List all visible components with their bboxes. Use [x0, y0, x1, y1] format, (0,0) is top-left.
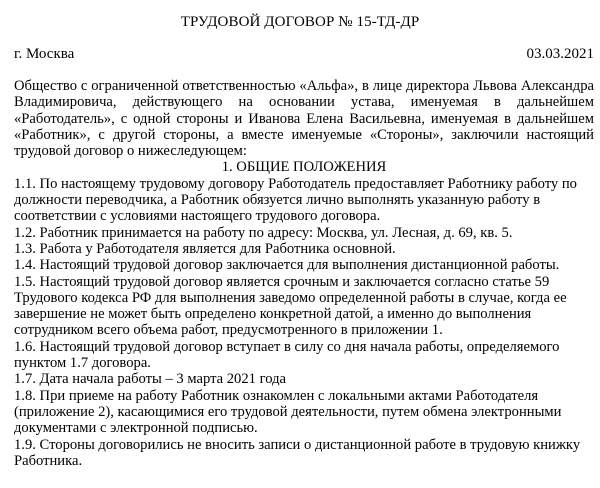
- clause-1-9: 1.9. Стороны договорились не вносить записи о дистанционной работе в трудовую книжку Работника.: [14, 436, 581, 469]
- clause-1-3: 1.3. Работа у Работодателя является для Работника основной.: [14, 240, 396, 257]
- clause-1-4: 1.4. Настоящий трудовой договор заключается для выполнения дистанционной работы.: [14, 257, 560, 274]
- clause-1-8: 1.8. При приеме на работу Работник ознакомлен с локальными актами Работодателя (приложение 2), касающимися его трудовой деятельности, путем обмена электронными документами с электронной подписью.: [14, 387, 562, 437]
- city-label: г. Москва: [14, 46, 75, 62]
- document-title: ТРУДОВОЙ ДОГОВОР № 15-ТД-ДР: [180, 14, 420, 30]
- clause-1-7: 1.7. Дата начала работы – 3 марта 2021 года: [14, 371, 286, 388]
- clause-1-2: 1.2. Работник принимается на работу по адресу: Москва, ул. Лесная, д. 69, кв. 5.: [14, 224, 513, 241]
- preamble-paragraph: Общество с ограниченной ответственностью «Альфа», в лице директора Львова Александра Владимировича, действующего на основании устава, именуемая в дальнейшем «Работодатель», с одной стороны и Иванова Елена Васильевна, именуемая в дальнейшем «Работник», с другой стороны, а вместе именуемые «Стороны», заключили настоящий трудовой договор о нижеследующем:: [14, 78, 594, 160]
- clause-1-5: 1.5. Настоящий трудовой договор является срочным и заключается согласно статье 59 Трудового кодекса РФ для выполнения заведомо определенной работы в случае, когда ее завершение не может быть определено конкретной датой, а именно до выполнения сотрудником всего объема работ, предусмотренного в приложении 1.: [14, 273, 567, 339]
- contract-body: [14, 78, 594, 469]
- date-label: 03.03.2021: [526, 46, 594, 62]
- section-heading: 1. ОБЩИЕ ПОЛОЖЕНИЯ: [221, 159, 387, 176]
- clause-1-1: 1.1. По настоящему трудовому договору Работодатель предоставляет Работнику работу по должности переводчика, а Работник обязуется лично выполнять указанную работу в соответствии с условиями настоящего трудового договора.: [14, 175, 577, 225]
- clause-1-6: 1.6. Настоящий трудовой договор вступает в силу со дня начала работы, определяемого пунктом 1.7 договора.: [14, 338, 560, 372]
